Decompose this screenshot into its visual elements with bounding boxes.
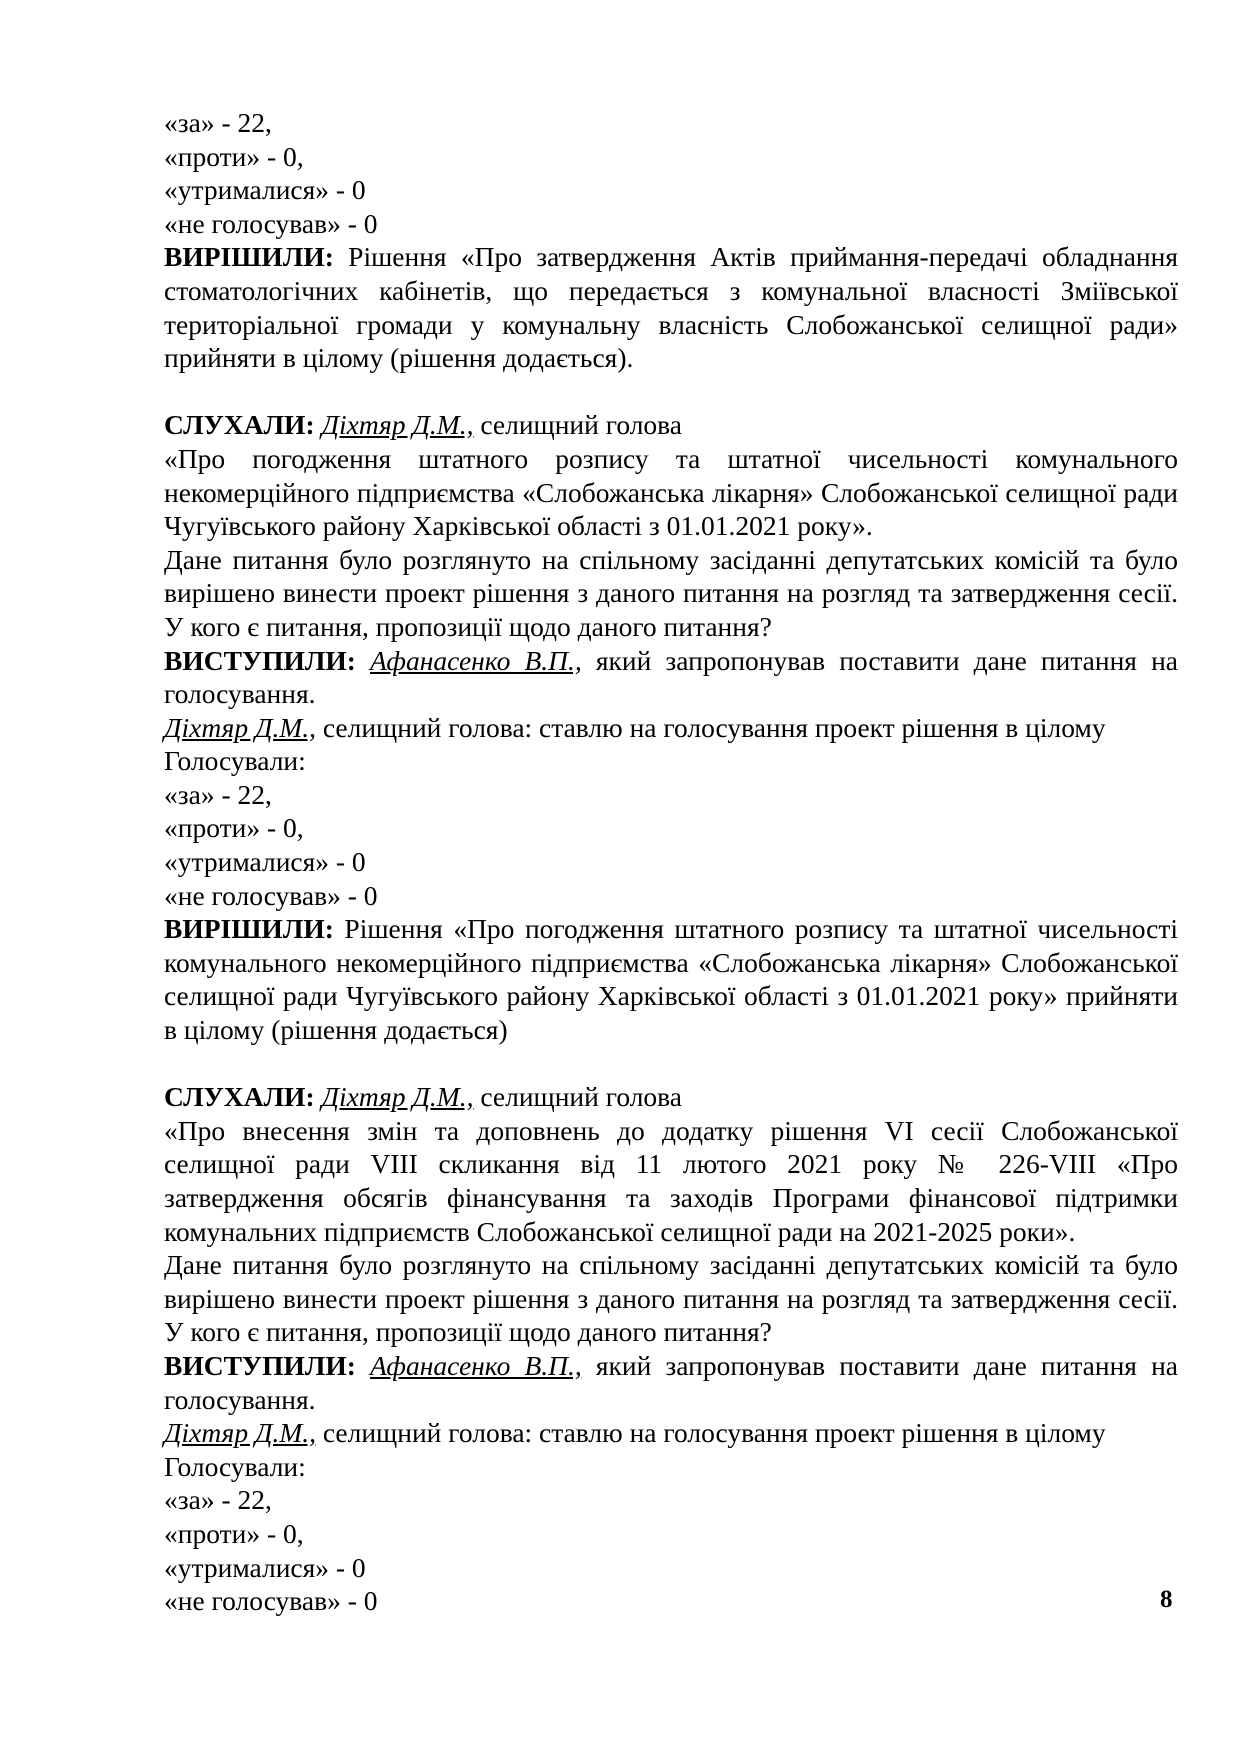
item-note: Дане питання було розглянуто на спільному засіданні депутатських комісій та було вирішено винести проект рішення з даного питання на розгляд та затвердження сесії. У кого є питання, пропозиції щодо даного питання? xyxy=(164,1249,1178,1348)
vote-proty: «проти» - 0, xyxy=(164,1517,304,1549)
heard-role: селищний голова xyxy=(480,1081,683,1113)
page-number: 8 xyxy=(1160,1586,1173,1613)
vote-za: «за» - 22, xyxy=(164,1484,272,1516)
vote-za: «за» - 22, xyxy=(164,107,272,138)
vote-ne-holosuvav: «не голосував» - 0 xyxy=(164,1585,378,1617)
spoke-text: який запропонував поставити дане питання на голосування. xyxy=(164,644,1178,710)
page-content xyxy=(164,106,1178,1618)
decided-label: ВИРІШИЛИ: xyxy=(164,913,334,945)
spoke-label: ВИСТУПИЛИ: xyxy=(164,644,356,676)
vote-za: «за» - 22, xyxy=(164,778,272,810)
vote-proty: «проти» - 0, xyxy=(164,140,304,172)
heard-line xyxy=(164,408,1178,442)
vote-ne-holosuvav: «не голосував» - 0 xyxy=(164,879,378,911)
vote-ne-holosuvav: «не голосував» - 0 xyxy=(164,207,378,239)
item-title: «Про внесення змін та доповнень до додатку рішення VI сесії Слобожанської селищної ради VIII скликання від 11 лютого 2021 року № 226-VIII «Про затвердження обсягів фінансування та заходів Програми фінансової підтримки комунальних підприємств Слобожанської селищної ради на 2021-2025 роки». xyxy=(164,1114,1178,1247)
vote-utrymalysia: «утрималися» - 0 xyxy=(164,846,366,878)
spoke-paragraph xyxy=(164,1349,1178,1416)
spoke-person: Афанасенко В.П., xyxy=(370,644,582,676)
heard-person: Діхтяр Д.М., xyxy=(321,409,474,441)
heard-line xyxy=(164,1080,1178,1114)
decided-text: Рішення «Про затвердження Актів приймання-передачі обладнання стоматологічних кабінетів, що передається з комунальної власності Зміївської територіальної громади у комунальну власність Слобожанської селищної ради» прийняти в цілому (рішення додається). xyxy=(164,241,1178,374)
heard-person: Діхтяр Д.М., xyxy=(321,1081,474,1113)
chair-person: Діхтяр Д.М., xyxy=(164,711,316,743)
heard-label: СЛУХАЛИ: xyxy=(164,1081,315,1113)
heard-label: СЛУХАЛИ: xyxy=(164,409,315,441)
spoke-person: Афанасенко В.П., xyxy=(370,1349,582,1381)
vote-utrymalysia: «утрималися» - 0 xyxy=(164,174,366,206)
decision-paragraph xyxy=(164,912,1178,1046)
vote-results-prev xyxy=(164,106,1178,240)
agenda-item-1 xyxy=(164,408,1178,1046)
decided-label: ВИРІШИЛИ: xyxy=(164,241,334,273)
chair-line xyxy=(164,1416,1178,1450)
spoke-paragraph xyxy=(164,644,1178,711)
voted-label: Голосували: xyxy=(164,745,306,777)
chair-line xyxy=(164,711,1178,745)
chair-person: Діхтяр Д.М., xyxy=(164,1417,316,1449)
paragraph-gap xyxy=(164,1047,1178,1081)
vote-proty: «проти» - 0, xyxy=(164,812,304,844)
heard-role: селищний голова xyxy=(480,409,683,441)
spoke-label: ВИСТУПИЛИ: xyxy=(164,1349,356,1381)
decision-paragraph-prev xyxy=(164,240,1178,374)
chair-text: селищний голова: ставлю на голосування проект рішення в цілому xyxy=(322,1417,1106,1449)
chair-text: селищний голова: ставлю на голосування проект рішення в цілому xyxy=(322,711,1106,743)
item-note: Дане питання було розглянуто на спільному засіданні депутатських комісій та було вирішено винести проект рішення з даного питання на розгляд та затвердження сесії. У кого є питання, пропозиції щодо даного питання? xyxy=(164,543,1178,642)
paragraph-gap xyxy=(164,375,1178,409)
vote-utrymalysia: «утрималися» - 0 xyxy=(164,1551,366,1583)
voted-label: Голосували: xyxy=(164,1450,306,1482)
decided-text: Рішення «Про погодження штатного розпису та штатної чисельності комунального некомерційного підприємства «Слобожанська лікарня» Слобожанської селищної ради Чугуївського району Харківської області з 01.01.2021 року» прийняти в цілому (рішення додається) xyxy=(164,913,1178,1046)
spoke-text: який запропонував поставити дане питання на голосування. xyxy=(164,1349,1178,1415)
item-title: «Про погодження штатного розпису та штатної чисельності комунального некомерційного підприємства «Слобожанська лікарня» Слобожанської селищної ради Чугуївського району Харківської області з 01.01.2021 року». xyxy=(164,442,1178,542)
agenda-item-2 xyxy=(164,1080,1178,1618)
